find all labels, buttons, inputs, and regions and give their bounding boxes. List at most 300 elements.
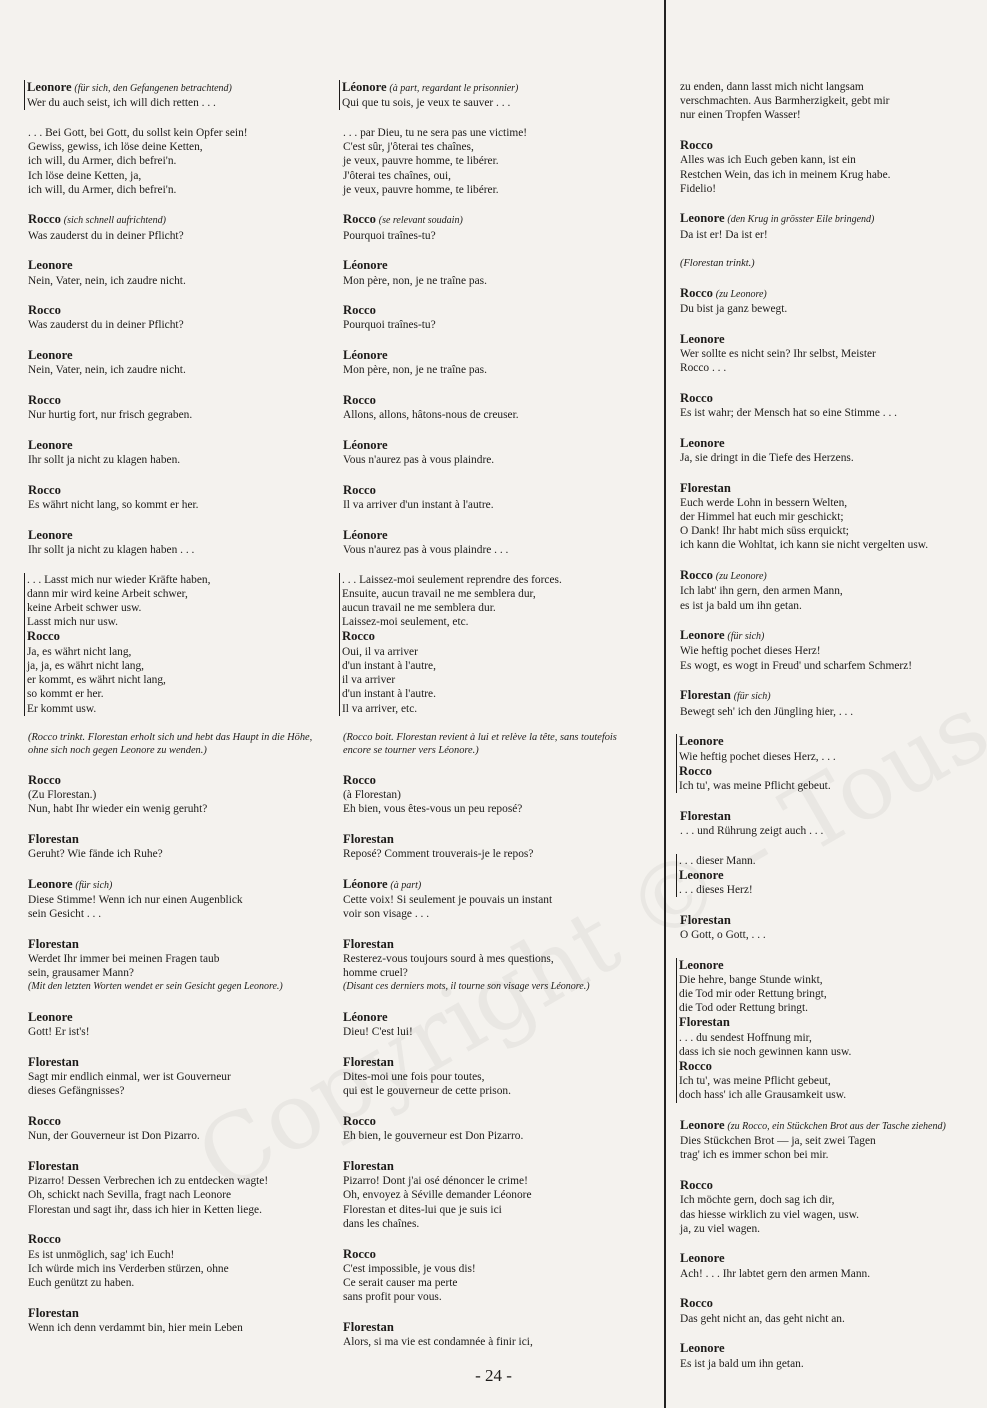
dialogue-entry xyxy=(680,481,980,553)
text-line: Oh, envoyez à Séville demander Léonore xyxy=(343,1189,532,1202)
text-line: dass ich sie noch gewinnen kann usw. xyxy=(679,1045,852,1058)
text-line: Reposé? Comment trouverais-je le repos? xyxy=(343,848,534,861)
speaker-line xyxy=(343,212,643,228)
speaker-name: Leonore xyxy=(28,437,73,452)
speaker-line xyxy=(343,937,643,952)
dialogue-entry xyxy=(343,773,643,817)
dialogue-entry xyxy=(343,212,643,242)
text-line: Fidelio! xyxy=(680,182,717,195)
text-line: Ensuite, aucun travail ne me semblera dur, xyxy=(342,587,536,600)
speaker-name: Rocco xyxy=(680,1178,713,1193)
speaker-line xyxy=(28,438,328,453)
speaker-line xyxy=(680,809,980,824)
text-line: Ich möchte gern, doch sag ich dir, xyxy=(680,1194,835,1207)
text-line: ich will, du Armer, dich befrei'n. xyxy=(28,155,177,168)
text-line: O Gott, o Gott, . . . xyxy=(680,928,766,941)
speaker-name: Rocco xyxy=(28,212,61,227)
speaker-line xyxy=(343,483,643,498)
speaker-name: Rocco xyxy=(342,629,375,644)
dialogue-entry xyxy=(343,832,643,861)
dialogue-entry xyxy=(28,937,328,995)
speaker-line xyxy=(680,436,980,451)
speaker-line xyxy=(343,1159,643,1174)
dialogue-entry xyxy=(28,1010,328,1039)
speaker-line xyxy=(28,212,328,228)
text-line: . . . Bei Gott, bei Gott, du sollst kein Opfer sein! xyxy=(28,126,248,139)
dialogue-entry xyxy=(343,937,643,995)
speaker-name: Florestan xyxy=(680,808,731,823)
text-line: Cette voix! Si seulement je pouvais un instant xyxy=(343,893,553,906)
text-line: ich will, du Armer, dich befrei'n. xyxy=(28,183,177,196)
speaker-name: Florestan xyxy=(343,1319,394,1334)
speaker-line xyxy=(28,1114,328,1129)
page-number: - 24 - xyxy=(475,1366,512,1385)
speaker-line xyxy=(679,1015,980,1030)
speaker-line xyxy=(28,258,328,273)
text-line: Laissez-moi seulement, etc. xyxy=(342,616,469,629)
speaker-line xyxy=(680,1296,980,1311)
text-line: Ja, es währt nicht lang, xyxy=(27,645,132,658)
speaker-name: Léonore xyxy=(343,437,388,452)
speaker-line xyxy=(343,773,643,788)
dialogue-entry xyxy=(24,80,328,110)
text-line: sans profit pour vous. xyxy=(343,1291,442,1304)
text-line: voir son visage . . . xyxy=(343,908,430,921)
speaker-name: Rocco xyxy=(680,138,713,153)
text-line: Nun, der Gouverneur ist Don Pizarro. xyxy=(28,1130,200,1143)
speaker-line xyxy=(679,734,980,749)
text-line: Florestan et dites-lui que je suis ici xyxy=(343,1203,502,1216)
speaker-line xyxy=(680,138,980,153)
speaker-note: (zu Rocco, ein Stückchen Brot aus der Tasche ziehend) xyxy=(727,1121,946,1133)
text-line: Nein, Vater, nein, ich zaudre nicht. xyxy=(28,274,186,287)
text-line: Restchen Wein, das ich in meinem Krug habe. xyxy=(680,168,891,181)
speaker-name: Rocco xyxy=(28,303,61,318)
dialogue-entry xyxy=(680,1178,980,1236)
speaker-note: (se relevant soudain) xyxy=(378,215,463,227)
stage-direction: (Rocco trinkt. Florestan erholt sich und hebt das Haupt in die Höhe, ohne sich noch gegen Leonore zu wenden.) xyxy=(28,732,313,757)
text-line: Er kommt usw. xyxy=(27,702,97,715)
text-line: Ich tu', was meine Pflicht gebeut, xyxy=(679,1075,831,1088)
text-line: Mon père, non, je ne traîne pas. xyxy=(343,274,487,287)
text-line: Ich labt' ihn gern, den armen Mann, xyxy=(680,585,843,598)
speaker-line xyxy=(343,1320,643,1335)
dialogue-entry xyxy=(28,1306,328,1335)
speaker-line xyxy=(679,764,980,779)
speaker-line xyxy=(343,303,643,318)
dialogue-entry xyxy=(343,1320,643,1349)
dialogue-entry xyxy=(28,528,328,557)
speaker-line xyxy=(680,286,980,302)
dialogue-entry xyxy=(28,303,328,332)
text-line: Rocco . . . xyxy=(680,362,727,375)
text-line: Du bist ja ganz bewegt. xyxy=(680,303,788,316)
dialogue-entry xyxy=(680,809,980,838)
dialogue-entry xyxy=(680,286,980,316)
speaker-note: (à part, regardant le prisonnier) xyxy=(389,83,519,94)
dialogue-entry xyxy=(28,1232,328,1290)
speaker-name: Rocco xyxy=(343,212,376,227)
text-line: Es ist unmöglich, sag' ich Euch! xyxy=(28,1248,175,1261)
text-line: sein, grausamer Mann? xyxy=(28,967,134,980)
speaker-name: Rocco xyxy=(343,393,376,408)
speaker-name: Leonore xyxy=(679,734,724,749)
dialogue-entry xyxy=(680,436,980,465)
stage-direction: (Florestan trinkt.) xyxy=(680,258,755,270)
text-line: Pizarro! Dont j'ai osé dénoncer le crime! xyxy=(343,1175,528,1188)
text-line: Da ist er! Da ist er! xyxy=(680,228,768,241)
text-line: Vous n'aurez pas à vous plaindre . . . xyxy=(343,543,509,556)
text-line: C'est impossible, je vous dis! xyxy=(343,1262,476,1275)
speaker-line xyxy=(679,868,980,883)
speaker-name: Rocco xyxy=(680,390,713,405)
dialogue-entry xyxy=(343,1247,643,1305)
speaker-name: Léonore xyxy=(343,527,388,542)
speaker-note: (den Krug in grösster Eile bringend) xyxy=(727,214,875,226)
text-line: verschmachten. Aus Barmherzigkeit, gebt mir xyxy=(680,95,890,108)
text-line: die Tod oder Rettung bringt. xyxy=(679,1002,809,1015)
speaker-line xyxy=(28,877,328,893)
speaker-line xyxy=(680,688,980,704)
text-line: Dies Stückchen Brot — ja, seit zwei Tagen xyxy=(680,1135,876,1148)
speaker-line xyxy=(343,877,643,893)
speaker-line xyxy=(680,391,980,406)
speaker-name: Rocco xyxy=(680,285,713,300)
speaker-line xyxy=(680,1341,980,1356)
text-line: Dieu! C'est lui! xyxy=(343,1026,413,1039)
text-line: der Himmel hat euch mir geschickt; xyxy=(680,511,844,524)
dialogue-entry xyxy=(680,1251,980,1280)
text-line: Il va arriver d'un instant à l'autre. xyxy=(343,499,494,512)
text-line: Nein, Vater, nein, ich zaudre nicht. xyxy=(28,364,186,377)
speaker-name: Rocco xyxy=(28,1114,61,1129)
text-line: (à Florestan) xyxy=(343,788,401,801)
dialogue-entry xyxy=(680,628,980,673)
dialogue-entry xyxy=(28,258,328,287)
speaker-name: Leonore xyxy=(679,867,724,882)
text-line: Ihr sollt ja nicht zu klagen haben . . . xyxy=(28,543,195,556)
speaker-name: Florestan xyxy=(28,936,79,951)
speaker-line xyxy=(28,1232,328,1247)
speaker-line xyxy=(343,438,643,453)
speaker-line xyxy=(343,393,643,408)
speaker-name: Florestan xyxy=(343,1055,394,1070)
text-line: Es währt nicht lang, so kommt er her. xyxy=(28,499,199,512)
dialogue-entry xyxy=(28,212,328,242)
text-line: Geruht? Wie fände ich Ruhe? xyxy=(28,848,163,861)
speaker-line xyxy=(342,80,643,96)
dialogue-entry xyxy=(28,393,328,422)
speaker-name: Léonore xyxy=(343,348,388,363)
dialogue-entry xyxy=(680,332,980,376)
text-line: Nur hurtig fort, nur frisch gegraben. xyxy=(28,409,193,422)
dialogue-entry xyxy=(343,528,643,557)
speaker-line xyxy=(680,913,980,928)
speaker-line xyxy=(680,481,980,496)
text-line: Ihr sollt ja nicht zu klagen haben. xyxy=(28,454,181,467)
speaker-name: Rocco xyxy=(343,1114,376,1129)
speaker-line xyxy=(27,629,328,644)
speaker-name: Leonore xyxy=(28,876,73,891)
dialogue-entry xyxy=(680,138,980,196)
speaker-line xyxy=(679,958,980,973)
speaker-line xyxy=(28,348,328,363)
text-line: Bewegt seh' ich den Jüngling hier, . . . xyxy=(680,705,854,718)
text-line: trag' ich es immer schon bei mir. xyxy=(680,1149,829,1162)
text-line: er kommt, es währt nicht lang, xyxy=(27,674,166,687)
speaker-name: Leonore xyxy=(679,957,724,972)
dialogue-entry xyxy=(343,348,643,377)
text-line: Alors, si ma vie est condamnée à finir ici, xyxy=(343,1336,533,1349)
speaker-line xyxy=(343,1247,643,1262)
speaker-name: Florestan xyxy=(679,1015,730,1030)
speaker-name: Florestan xyxy=(28,831,79,846)
text-line: dann mir wird keine Arbeit schwer, xyxy=(27,587,188,600)
stage-direction: (Rocco boit. Florestan revient à lui et relève la tête, sans toutefois encore se tourner vers Léonore.) xyxy=(343,732,617,757)
speaker-note: (sich schnell aufrichtend) xyxy=(63,215,166,227)
text-line: Ce serait causer ma perte xyxy=(343,1276,458,1289)
text-line: das hiesse wirklich zu viel wagen, usw. xyxy=(680,1208,859,1221)
dialogue-entry xyxy=(343,1010,643,1039)
speaker-name: Rocco xyxy=(28,772,61,787)
german-column-right xyxy=(680,80,980,1386)
dialogue-entry xyxy=(343,438,643,467)
text-line: Resterez-vous toujours sourd à mes questions, xyxy=(343,953,554,966)
dialogue-entry xyxy=(28,773,328,817)
dialogue-entry xyxy=(343,483,643,512)
text-line: Vous n'aurez pas à vous plaindre. xyxy=(343,454,495,467)
speaker-line xyxy=(680,568,980,584)
text-line: Eh bien, vous êtes-vous un peu reposé? xyxy=(343,803,523,816)
text-line: Dites-moi une fois pour toutes, xyxy=(343,1071,485,1084)
text-line: Mon père, non, je ne traîne pas. xyxy=(343,364,487,377)
dialogue-entry xyxy=(28,1159,328,1217)
speaker-name: Leonore xyxy=(680,1118,725,1133)
stage-direction: (Disant ces derniers mots, il tourne son visage vers Léonore.) xyxy=(343,981,590,993)
text-line: ja, ja, es währt nicht lang, xyxy=(27,659,145,672)
dialogue-entry xyxy=(28,438,328,467)
speaker-name: Leonore xyxy=(27,80,72,94)
text-line: qui est le gouverneur de cette prison. xyxy=(343,1085,511,1098)
dialogue-entry xyxy=(343,258,643,287)
text-line: dieses Gefängnisses? xyxy=(28,1085,125,1098)
text-line: Wenn ich denn verdammt bin, hier mein Leben xyxy=(28,1321,243,1334)
text-line: keine Arbeit schwer usw. xyxy=(27,602,142,615)
speaker-note: (zu Leonore) xyxy=(715,571,767,583)
speaker-name: Leonore xyxy=(680,211,725,226)
text-line: (Zu Florestan.) xyxy=(28,788,97,801)
speaker-line xyxy=(343,348,643,363)
speaker-name: Florestan xyxy=(680,912,731,927)
text-line: il va arriver xyxy=(342,674,396,687)
text-line: Oh, schickt nach Sevilla, fragt nach Leonore xyxy=(28,1189,232,1202)
speaker-line xyxy=(28,1159,328,1174)
text-line: Es ist wahr; der Mensch hat so eine Stimme . . . xyxy=(680,407,898,420)
speaker-line xyxy=(28,1010,328,1025)
dialogue-entry xyxy=(339,80,643,110)
speaker-name: Rocco xyxy=(679,763,712,778)
french-column xyxy=(343,80,643,1365)
speaker-line xyxy=(680,1251,980,1266)
speaker-line xyxy=(343,1010,643,1025)
speaker-name: Florestan xyxy=(28,1055,79,1070)
text-line: Wer sollte es nicht sein? Ihr selbst, Meister xyxy=(680,347,876,360)
text-line: . . . Lasst mich nur wieder Kräfte haben, xyxy=(27,573,211,586)
speaker-line xyxy=(343,1114,643,1129)
text-line: zu enden, dann lasst mich nicht langsam xyxy=(680,81,864,93)
text-line: so kommt er her. xyxy=(27,688,104,701)
text-line: Florestan und sagt ihr, dass ich hier in Ketten liege. xyxy=(28,1203,262,1216)
dialogue-entry xyxy=(343,303,643,332)
dialogue-entry xyxy=(343,1055,643,1099)
dialogue-entry xyxy=(28,483,328,512)
speaker-line xyxy=(28,1055,328,1070)
speaker-name: Léonore xyxy=(343,876,388,891)
speaker-line xyxy=(28,393,328,408)
speaker-name: Rocco xyxy=(343,482,376,497)
speaker-line xyxy=(28,303,328,318)
text-line: Pizarro! Dessen Verbrechen ich zu entdecken wagte! xyxy=(28,1175,269,1188)
speaker-note: (à part) xyxy=(390,879,422,891)
dialogue-entry xyxy=(339,573,643,716)
speaker-line xyxy=(343,258,643,273)
text-line: Allons, allons, hâtons-nous de creuser. xyxy=(343,409,519,422)
dialogue-entry xyxy=(28,348,328,377)
dialogue-entry xyxy=(680,1118,980,1163)
dialogue-entry xyxy=(343,393,643,422)
text-line: Was zauderst du in deiner Pflicht? xyxy=(28,229,184,242)
text-line: dans les chaînes. xyxy=(343,1217,420,1230)
speaker-name: Rocco xyxy=(28,393,61,408)
speaker-line xyxy=(343,528,643,543)
speaker-note: (für sich, den Gefangenen betrachtend) xyxy=(74,83,232,94)
dialogue-entry xyxy=(28,832,328,861)
speaker-name: Leonore xyxy=(680,331,725,346)
speaker-name: Rocco xyxy=(27,629,60,644)
text-line: es ist ja bald um ihn getan. xyxy=(680,599,802,612)
dialogue-entry xyxy=(343,1159,643,1231)
text-line: . . . du sendest Hoffnung mir, xyxy=(679,1031,812,1044)
text-line: Diese Stimme! Wenn ich nur einen Augenblick xyxy=(28,893,243,906)
speaker-name: Rocco xyxy=(343,1246,376,1261)
dialogue-entry xyxy=(28,877,328,922)
speaker-line xyxy=(28,528,328,543)
speaker-name: Leonore xyxy=(28,527,73,542)
dialogue-entry xyxy=(680,568,980,613)
text-line: Sagt mir endlich einmal, wer ist Gouverneur xyxy=(28,1071,231,1084)
dialogue-entry xyxy=(28,1114,328,1143)
dialogue-entry xyxy=(680,1296,980,1325)
text-line: . . . Laissez-moi seulement reprendre des forces. xyxy=(342,573,562,586)
speaker-name: Leonore xyxy=(28,1010,73,1025)
text-line: Pourquoi traînes-tu? xyxy=(343,229,436,242)
text-line: Nun, habt Ihr wieder ein wenig geruht? xyxy=(28,803,208,816)
speaker-name: Rocco xyxy=(679,1058,712,1073)
speaker-name: Florestan xyxy=(343,1159,394,1174)
text-line: . . . par Dieu, tu ne sera pas une victime! xyxy=(343,126,528,139)
text-line: ich kann die Wohltat, ich kann sie nicht vergelten usw. xyxy=(680,539,929,552)
speaker-line xyxy=(680,628,980,644)
text-line: die Tod mir oder Rettung bringt, xyxy=(679,987,827,1000)
text-line: Pourquoi traînes-tu? xyxy=(343,319,436,332)
text-line: . . . und Rührung zeigt auch . . . xyxy=(680,824,824,837)
german-column-left xyxy=(28,80,328,1351)
speaker-name: Leonore xyxy=(680,628,725,643)
text-line: J'ôterai tes chaînes, oui, xyxy=(343,169,452,182)
speaker-line xyxy=(28,937,328,952)
text-line: doch hass' ich alle Grausamkeit usw. xyxy=(679,1089,847,1102)
text-line: Gewiss, gewiss, ich löse deine Ketten, xyxy=(28,141,203,154)
speaker-name: Florestan xyxy=(343,831,394,846)
text-line: Ich tu', was meine Pflicht gebeut. xyxy=(679,779,831,792)
text-line: Euch werde Lohn in bessern Welten, xyxy=(680,496,848,509)
text-line: Was zauderst du in deiner Pflicht? xyxy=(28,319,184,332)
text-line: Wie heftig pochet dieses Herz, . . . xyxy=(679,750,836,763)
speaker-name: Leonore xyxy=(680,435,725,450)
text-line: ja, zu viel wagen. xyxy=(680,1222,761,1235)
speaker-line xyxy=(680,332,980,347)
dialogue-entry xyxy=(343,126,643,197)
speaker-note: (für sich) xyxy=(75,879,113,891)
speaker-name: Rocco xyxy=(28,1232,61,1247)
text-line: Il va arriver, etc. xyxy=(342,702,418,715)
speaker-name: Léonore xyxy=(343,258,388,273)
speaker-name: Léonore xyxy=(343,1010,388,1025)
text-line: O Dank! Ihr habt mich süss erquickt; xyxy=(680,525,849,538)
speaker-name: Léonore xyxy=(342,80,387,94)
dialogue-entry xyxy=(680,688,980,718)
speaker-line xyxy=(27,80,328,96)
speaker-name: Leonore xyxy=(28,348,73,363)
text-line: Alles was ich Euch geben kann, ist ein xyxy=(680,154,856,167)
speaker-name: Leonore xyxy=(680,1251,725,1266)
speaker-line xyxy=(342,629,643,644)
text-line: Es ist ja bald um ihn getan. xyxy=(680,1357,804,1370)
speaker-line xyxy=(680,211,980,227)
text-line: d'un instant à l'autre. xyxy=(342,688,436,701)
speaker-name: Rocco xyxy=(680,568,713,583)
speaker-line xyxy=(680,1118,980,1134)
dialogue-entry xyxy=(680,913,980,942)
speaker-line xyxy=(28,483,328,498)
dialogue-entry xyxy=(680,391,980,420)
speaker-line xyxy=(679,1059,980,1074)
text-line: Lasst mich nur usw. xyxy=(27,616,119,629)
dialogue-entry xyxy=(24,573,328,716)
text-line: Ach! . . . Ihr labtet gern den armen Mann. xyxy=(680,1267,871,1280)
text-line: nur einen Tropfen Wasser! xyxy=(680,109,801,122)
speaker-note: (für sich) xyxy=(733,691,771,703)
text-line: . . . dieser Mann. xyxy=(679,854,756,867)
text-line: Es wogt, es wogt in Freud' und scharfem Schmerz! xyxy=(680,659,913,672)
text-line: Ich würde mich ins Verderben stürzen, ohne xyxy=(28,1262,229,1275)
dialogue-entry xyxy=(676,958,980,1103)
speaker-name: Florestan xyxy=(28,1159,79,1174)
speaker-line xyxy=(343,832,643,847)
speaker-name: Florestan xyxy=(28,1305,79,1320)
text-line: homme cruel? xyxy=(343,967,408,980)
text-line: je veux, pauvre homme, te libérer. xyxy=(343,155,499,168)
speaker-note: (für sich) xyxy=(727,631,765,643)
dialogue-entry xyxy=(680,211,980,241)
text-line: aucun travail ne me semblera dur. xyxy=(342,602,496,615)
text-line: Ich löse deine Ketten, ja, xyxy=(28,169,142,182)
speaker-name: Florestan xyxy=(343,936,394,951)
speaker-name: Florestan xyxy=(680,480,731,495)
text-line: Wie heftig pochet dieses Herz! xyxy=(680,645,821,658)
text-line: d'un instant à l'autre, xyxy=(342,659,436,672)
speaker-line xyxy=(28,832,328,847)
